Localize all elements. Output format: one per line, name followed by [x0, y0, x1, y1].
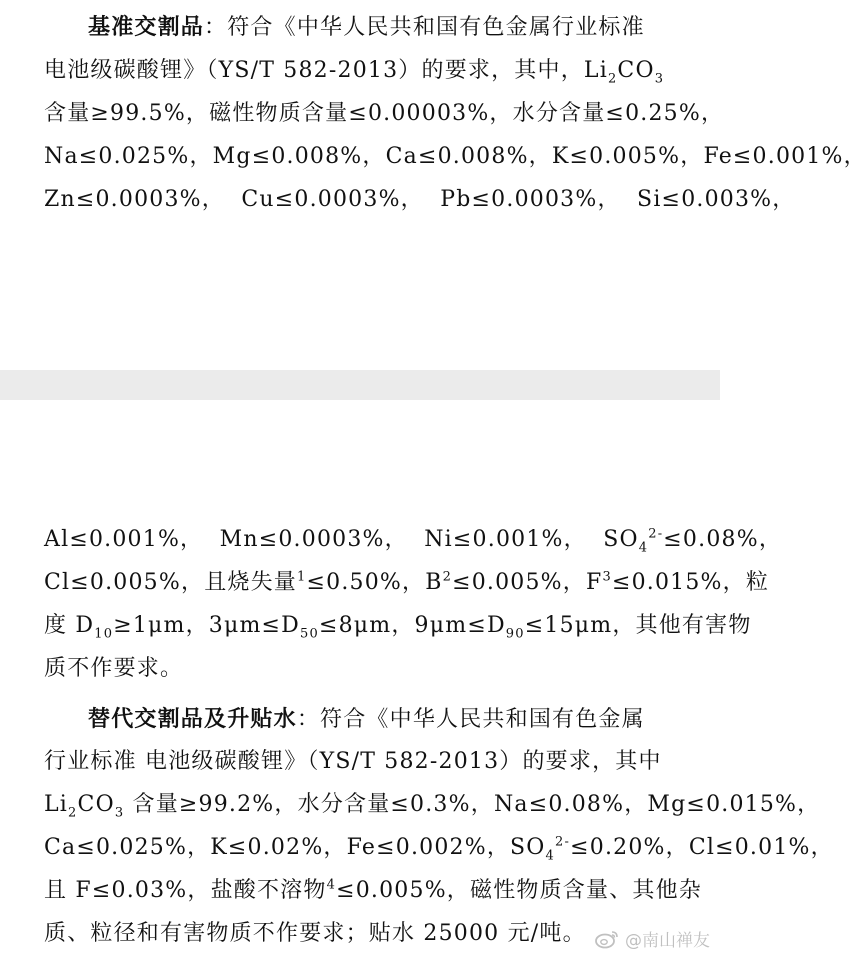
document-page-top: [0, 0, 867, 370]
text-line: 质、粒径和有害物质不作要求；贴水 25000 元/吨。: [44, 921, 586, 946]
text-line: Ca≤0.025%，K≤0.02%，Fe≤0.002%，$SO_4^{2-}\le 0.20\%$，Cl≤0.01%，: [44, 834, 834, 864]
section-heading-base: 基准交割品: [88, 14, 205, 40]
text-line: 质不作要求。: [44, 656, 184, 681]
section-heading-alternative: 替代交割品及升贴水: [88, 706, 297, 732]
text-line: 含量≥99.5%，磁性物质含量≤0.00003%，水分含量≤0.25%，: [44, 101, 725, 126]
text-line: 行业标准 电池级碳酸锂》（YS/T 582-2013）的要求，其中: [44, 749, 662, 774]
watermark-text: @南山禅友: [625, 931, 710, 951]
weibo-watermark: [594, 926, 710, 951]
text-line: 且 F≤0.03%，盐酸不溶物$^4$≤0.005%，磁性物质含量、其他杂: [44, 877, 702, 903]
text-line: $Li_2CO_3$ 含量≥99.2%，水分含量≤0.3%，Na≤0.08%，Mg≤0.015%，: [44, 792, 821, 821]
text-line: Al≤0.001%， Mn≤0.0003%， Ni≤0.001%， $SO_4^{2-}\le 0.08\%$，: [44, 526, 783, 556]
document-page-bottom: [0, 400, 834, 964]
weibo-icon: [594, 929, 620, 949]
page-break-gap: [0, 370, 720, 400]
text-line: 度 $D_{10}\ge 1\mu m$，$3\mu m\le D_{50}\le 8\mu m$，$9\mu m\le D_{90}\le 15\mu m$，其他有害物: [44, 613, 752, 642]
text-line: Cl≤0.005%，且烧失量$^1$≤0.50%，$B^2\le 0.005\%$，$F^3\le 0.015\%$，粒: [44, 569, 770, 595]
text-line: 替代交割品及升贴水：符合《中华人民共和国有色金属: [88, 706, 645, 732]
text-line: Zn≤0.0003%， Cu≤0.0003%， Pb≤0.0003%， Si≤0.003%，: [44, 187, 796, 212]
text-line: Na≤0.025%，Mg≤0.008%，Ca≤0.008%，K≤0.005%，Fe≤0.001%，: [44, 144, 867, 169]
text-line: 电池级碳酸锂》（YS/T 582-2013）的要求，其中，$Li_2CO_3$: [44, 58, 665, 87]
text-line: 基准交割品：符合《中华人民共和国有色金属行业标准: [88, 14, 645, 40]
